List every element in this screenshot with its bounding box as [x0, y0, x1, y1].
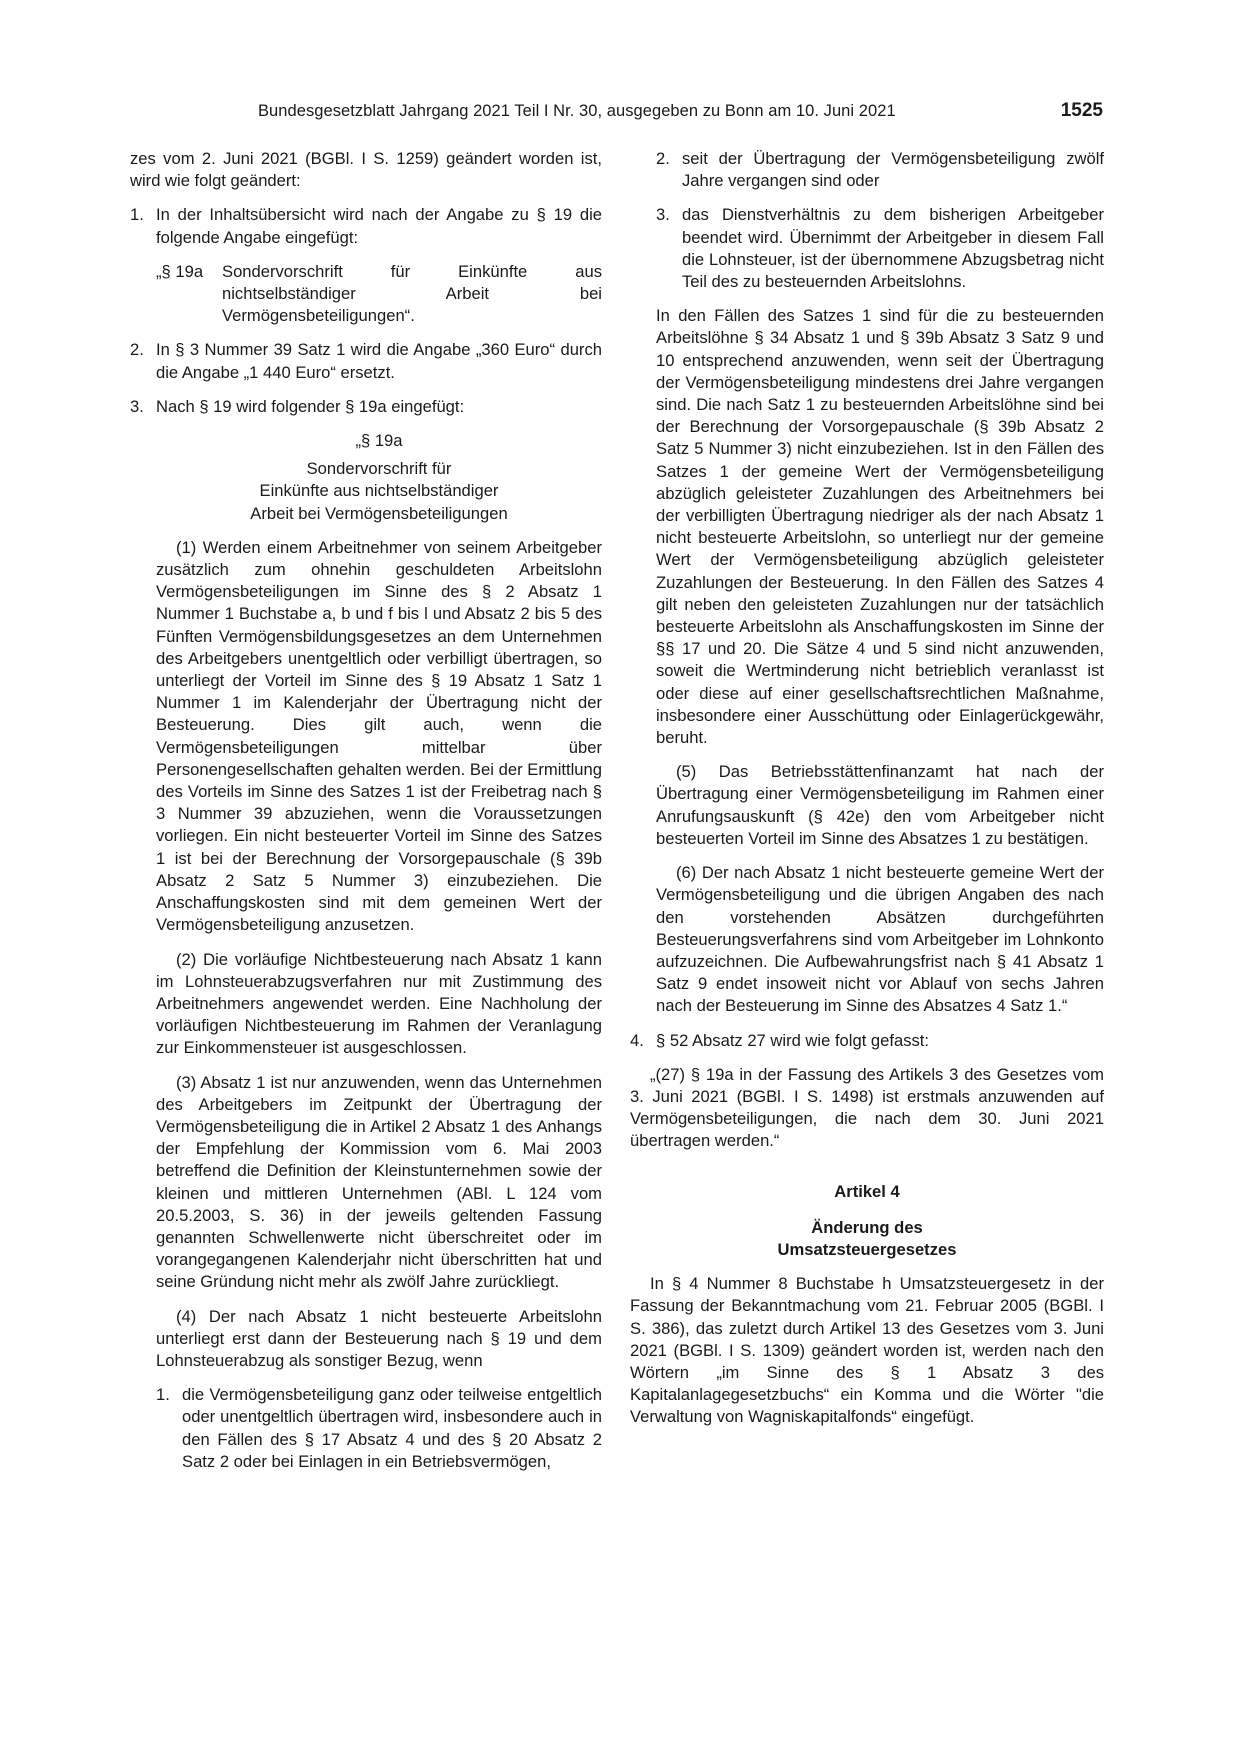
right-column — [630, 148, 1104, 1441]
section-body — [156, 537, 602, 1372]
section-heading — [156, 458, 602, 525]
paragraph-4: (4) Der nach Absatz 1 nicht besteuerte Arbeitslohn unterliegt erst dann der Besteuerung nach § 19 und dem Lohnsteuerabzug als sonstiger Bezug, wenn — [156, 1306, 602, 1370]
item-text: § 52 Absatz 27 wird wie folgt gefasst: — [656, 1030, 930, 1050]
toc-entry — [156, 261, 602, 328]
item-text: Nach § 19 wird folgender § 19a eingefügt: — [156, 396, 465, 416]
article-subheading — [630, 1217, 1104, 1261]
section-body — [656, 305, 1104, 1017]
article-heading: Artikel 4 — [834, 1181, 900, 1201]
sub-item-text: seit der Übertragung der Vermögensbeteiligung zwölf Jahre vergangen sind oder — [682, 149, 1104, 191]
item-number: 1. — [130, 205, 144, 225]
section-title-line: Arbeit bei Vermögensbeteiligungen — [250, 503, 508, 523]
section-title-line: Sondervorschrift für — [306, 459, 452, 479]
sub-item-number: 2. — [656, 149, 670, 168]
item-number: 4. — [630, 1030, 644, 1050]
page-number: 1525 — [1060, 100, 1103, 121]
left-column — [130, 148, 602, 1485]
item-text: In der Inhaltsübersicht wird nach der Angabe zu § 19 die folgende Angabe eingefügt: — [156, 205, 602, 247]
paragraph-1: (1) Werden einem Arbeitnehmer von seinem Arbeitgeber zusätzlich zum ohnehin geschuldeten Arbeitslohn Vermögensbeteiligungen im Sinne des § 2 Absatz 1 Nummer 1 Buchstabe a, b und f bis l und Absatz 2 bis 5 des Fünften Vermögensbildungsgesetzes an dem Unternehmen des Arbeitgebers unentgeltlich oder verbilligt übertragen, so unterliegt der Vorteil im Sinne des § 19 Absatz 1 Satz 1 Nummer 1 im Kalenderjahr der Übertragung nicht der Besteuerung. Dies gilt auch, wenn die Vermögensbeteiligungen mittelbar über Personengesellschaften gehalten werden. Bei der Ermittlung des Vorteils im Sinne des Satzes 1 ist der Freibetrag nach § 3 Nummer 39 abzuziehen, wenn die Voraussetzungen vorliegen. Ein nicht besteuerter Vorteil im Sinne des Satzes 1 ist bei der Berechnung der Vorsorgepauschale (§ 39b Absatz 2 Satz 5 Nummer 3) einzubeziehen. Die Anschaffungskosten sind mit dem gemeinen Wert der Vermögensbeteiligung anzusetzen. — [156, 537, 602, 935]
page-header — [258, 100, 1103, 124]
item-number: 2. — [130, 340, 144, 360]
sub-item-number: 3. — [656, 205, 670, 225]
sub-item-text: die Vermögensbeteiligung ganz oder teilweise entgeltlich oder unentgeltlich übertragen wird, insbesondere auch in den Fällen des § 17 Absatz 4 und des § 20 Absatz 2 Satz 2 oder bei Einlagen in ein Betriebsvermögen, — [182, 1385, 602, 1471]
toc-label: „§ 19a — [156, 261, 204, 281]
list-item — [130, 339, 602, 383]
section-marker: „§ 19a — [355, 431, 403, 451]
paragraph-6: (6) Der nach Absatz 1 nicht besteuerte gemeine Wert der Vermögensbeteiligung und die übrigen Angaben des nach den vorstehenden Absätzen durchgeführten Besteuerungsverfahrens sind vom Arbeitgeber im Lohnkonto aufzuzeichnen. Die Aufbewahrungsfrist nach § 41 Absatz 1 Satz 9 endet insoweit nicht vor Ablauf von sechs Jahren nach der Besteuerung im Sinne des Absatzes 4 Satz 1.“ — [656, 863, 1104, 1016]
header-text: Bundesgesetzblatt Jahrgang 2021 Teil I Nr. 30, ausgegeben zu Bonn am 10. Juni 2021 — [258, 102, 896, 120]
paragraph-5: (5) Das Betriebsstättenfinanzamt hat nach der Übertragung einer Vermögensbeteiligung im Rahmen einer Anrufungsauskunft (§ 42e) den vom Arbeitgeber nicht besteuerten Vorteil im Sinne des Absatzes 1 zu bestätigen. — [656, 762, 1104, 848]
article-subheading-line: Umsatzsteuergesetzes — [777, 1239, 957, 1259]
list-item — [630, 1030, 1104, 1052]
sub-item — [656, 204, 1104, 293]
item-text: In § 3 Nummer 39 Satz 1 wird die Angabe „360 Euro“ durch die Angabe „1 440 Euro“ ersetzt. — [156, 340, 602, 382]
list-item — [130, 396, 602, 418]
list-item — [130, 204, 602, 248]
quoted-provision: „(27) § 19a in der Fassung des Artikels 3 des Gesetzes vom 3. Juni 2021 (BGBl. I S. 1498) ist erstmals anzuwenden auf Vermögensbeteiligungen, die nach dem 30. Juni 2021 übertragen werden.“ — [630, 1064, 1104, 1151]
paragraph-3: (3) Absatz 1 ist nur anzuwenden, wenn das Unternehmen des Arbeitgebers im Zeitpunkt der Übertragung der Vermögensbeteiligung die in Artikel 2 Absatz 1 des Anhangs der Empfehlung der Kommission vom 6. Mai 2003 betreffend die Definition der Kleinstunternehmen sowie der kleinen und mittleren Unternehmen (ABl. L 124 vom 20.5.2003, S. 36) in der jeweils geltenden Fassung genannten Schwellenwerte nicht überschreitet oder im vorangegangenen Kalenderjahr nicht überschritten hat und seine Gründung nicht mehr als zwölf Jahre zurückliegt. — [156, 1072, 602, 1292]
sub-item-number: 1. — [156, 1385, 170, 1405]
paragraph-4-continuation: In den Fällen des Satzes 1 sind für die zu besteuernden Arbeitslöhne § 34 Absatz 1 und § 39b Absatz 3 Satz 9 und 10 entsprechend anzuwenden, wenn seit der Übertragung der Vermögensbeteiligung mindestens drei Jahre vergangen sind. Die nach Satz 1 zu besteuernden Arbeitslöhne sind bei der Berechnung der Vorsorgepauschale (§ 39b Absatz 2 Satz 5 Nummer 3) nicht einzubeziehen. Ist in den Fällen des Satzes 1 der gemeine Wert der Vermögensbeteiligung abzüglich geleisteter Zuzahlungen des Arbeitnehmers bei der verbilligten Übertragung niedriger als der nach Absatz 1 nicht besteuerte Arbeitslohn, so unterliegt nur der gemeine Wert der Vermögensbeteiligung abzüglich geleisteter Zuzahlungen der Besteuerung. In den Fällen des Satzes 4 gilt neben den geleisteten Zuzahlungen nur der tatsächlich besteuerte Arbeitslohn als Anschaffungskosten im Sinne der §§ 17 und 20. Die Sätze 4 und 5 sind nicht anzuwenden, soweit die Wertminderung nicht betrieblich veranlasst ist oder diese auf einer gesellschaftsrechtlichen Maßnahme, insbesondere einer Ausschüttung oder Einlagerückgewähr, beruht. — [656, 306, 1104, 748]
item-number: 3. — [130, 396, 144, 416]
sub-item — [156, 1384, 602, 1473]
article-subheading-line: Änderung des — [811, 1217, 923, 1237]
sub-item-text: das Dienstverhältnis zu dem bisherigen Arbeitgeber beendet wird. Übernimmt der Arbeitgeber in diesem Fall die Lohnsteuer, ist der übernommene Abzugsbetrag nicht Teil des zu besteuernden Arbeitslohns. — [682, 205, 1104, 292]
section-title-line: Einkünfte aus nichtselbständiger — [259, 481, 499, 501]
paragraph-2: (2) Die vorläufige Nichtbesteuerung nach Absatz 1 kann im Lohnsteuerabzugsverfahren nur mit Zustimmung des Arbeitnehmers angewendet werden. Eine Nachholung der vorläufigen Nichtbesteuerung im Rahmen der Veranlagung zur Einkommensteuer ist ausgeschlossen. — [156, 949, 602, 1058]
toc-text: Sondervorschrift für Einkünfte aus nichtselbständiger Arbeit bei Vermögensbeteiligungen“. — [222, 261, 602, 326]
article-body: In § 4 Nummer 8 Buchstabe h Umsatzsteuergesetz in der Fassung der Bekanntmachung vom 21. Februar 2005 (BGBl. I S. 386), das zuletzt durch Artikel 13 des Gesetzes vom 3. Juni 2021 (BGBl. I S. 1309) geändert worden ist, werden nach den Wörtern „im Sinne des § 1 Absatz 3 des Kapitalanlagegesetzbuchs“ ein Komma und die Wörter "die Verwaltung von Wagniskapitalfonds“ eingefügt. — [630, 1274, 1104, 1427]
sub-item — [656, 148, 1104, 192]
intro-text: zes vom 2. Juni 2021 (BGBl. I S. 1259) geändert worden ist, wird wie folgt geändert: — [130, 149, 602, 191]
